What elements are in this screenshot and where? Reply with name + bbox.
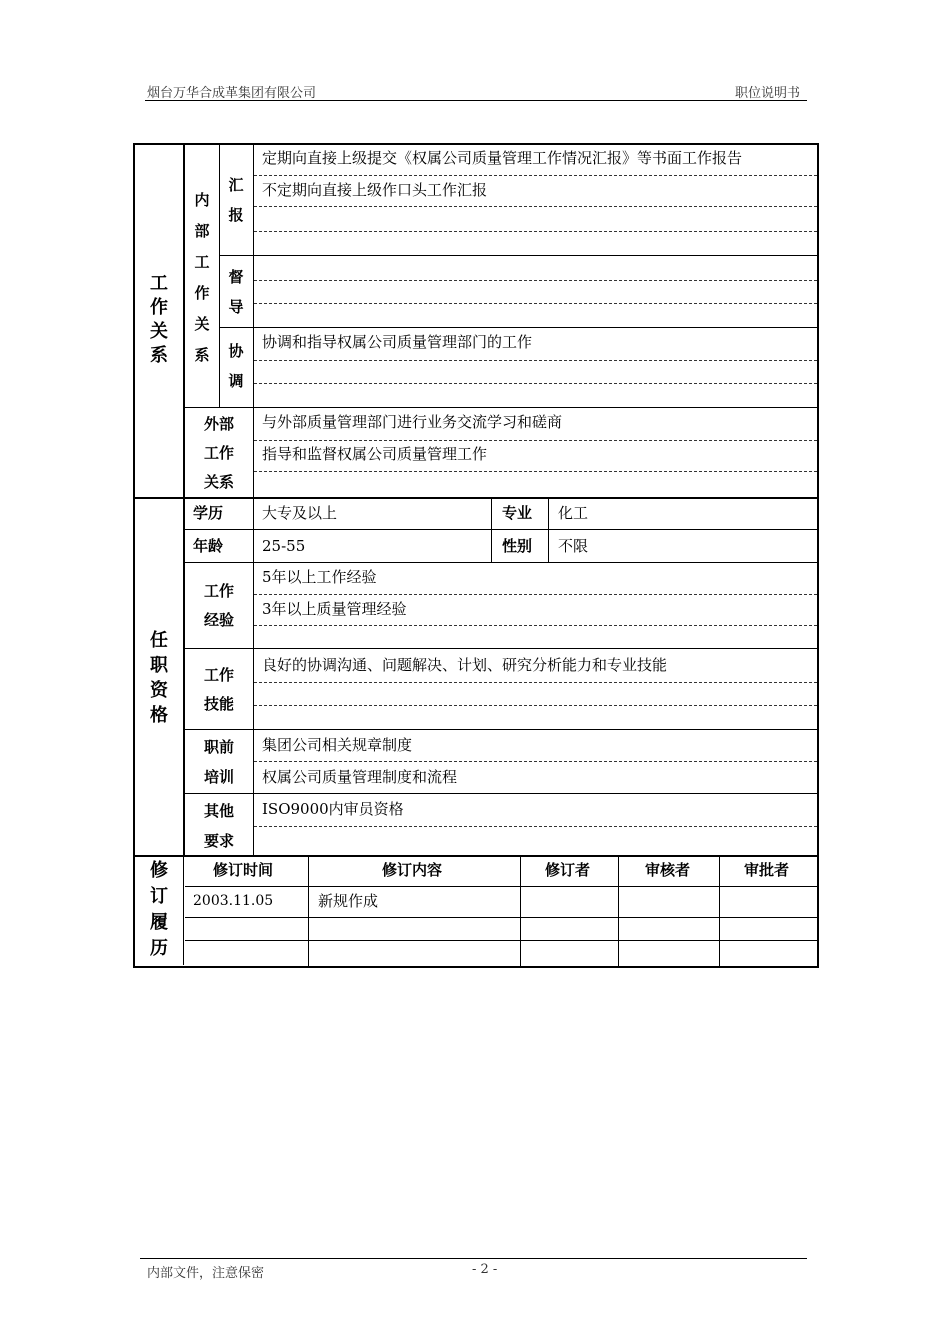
coordinate-label: 协 调 xyxy=(228,342,244,390)
gender-value: 不限 xyxy=(558,537,589,555)
skills-item: 良好的协调沟通、问题解决、计划、研究分析能力和专业技能 xyxy=(262,656,668,674)
education-value: 大专及以上 xyxy=(262,504,338,522)
training-item: 权属公司质量管理制度和流程 xyxy=(262,768,458,786)
age-label: 年龄 xyxy=(193,537,224,555)
revision-header-content: 修订内容 xyxy=(382,861,443,879)
footer-page-number: - 2 - xyxy=(472,1262,498,1277)
coordinate-item: 协调和指导权属公司质量管理部门的工作 xyxy=(262,333,533,351)
gender-label: 性别 xyxy=(502,537,533,555)
skills-label: 工作 技能 xyxy=(203,666,234,713)
experience-label: 工作 经验 xyxy=(203,582,234,629)
training-item: 集团公司相关规章制度 xyxy=(262,736,413,754)
training-label: 职前 培训 xyxy=(203,738,234,786)
revision-section-label: 修 订 履 历 xyxy=(150,860,168,959)
qualifications-section-label: 任 职 资 格 xyxy=(150,630,168,726)
external-relations-label: 外部 工作 关系 xyxy=(203,415,234,491)
experience-item: 3年以上质量管理经验 xyxy=(262,600,407,618)
other-requirements-item: ISO9000内审员资格 xyxy=(262,800,404,818)
header-rule xyxy=(145,100,807,101)
revision-header-approver: 审批者 xyxy=(744,861,790,879)
footer-rule xyxy=(140,1258,807,1259)
revision-row-date: 2003.11.05 xyxy=(193,893,274,909)
external-item: 指导和监督权属公司质量管理工作 xyxy=(262,445,488,463)
revision-row-content: 新规作成 xyxy=(318,892,379,910)
major-value: 化工 xyxy=(558,504,589,522)
revision-header-reviser: 修订者 xyxy=(545,861,591,879)
report-item: 不定期向直接上级作口头工作汇报 xyxy=(262,181,488,199)
work-relations-section-label: 工 作 关 系 xyxy=(150,273,168,366)
education-label: 学历 xyxy=(193,504,224,522)
experience-item: 5年以上工作经验 xyxy=(262,568,377,586)
major-label: 专业 xyxy=(502,504,533,522)
header-company: 烟台万华合成革集团有限公司 xyxy=(147,86,317,101)
header-doc-type: 职位说明书 xyxy=(735,86,801,101)
external-item: 与外部质量管理部门进行业务交流学习和磋商 xyxy=(262,413,563,431)
age-value: 25-55 xyxy=(262,537,306,555)
internal-relations-label: 内 部 工 作 关 系 xyxy=(194,191,210,364)
supervise-label: 督 导 xyxy=(228,268,244,316)
other-requirements-label: 其他 要求 xyxy=(203,802,234,850)
footer-confidential: 内部文件，注意保密 xyxy=(147,1266,265,1281)
revision-header-time: 修订时间 xyxy=(213,861,274,879)
revision-header-reviewer: 审核者 xyxy=(645,861,691,879)
report-item: 定期向直接上级提交《权属公司质量管理工作情况汇报》等书面工作报告 xyxy=(262,149,743,167)
report-label: 汇 报 xyxy=(228,176,244,224)
